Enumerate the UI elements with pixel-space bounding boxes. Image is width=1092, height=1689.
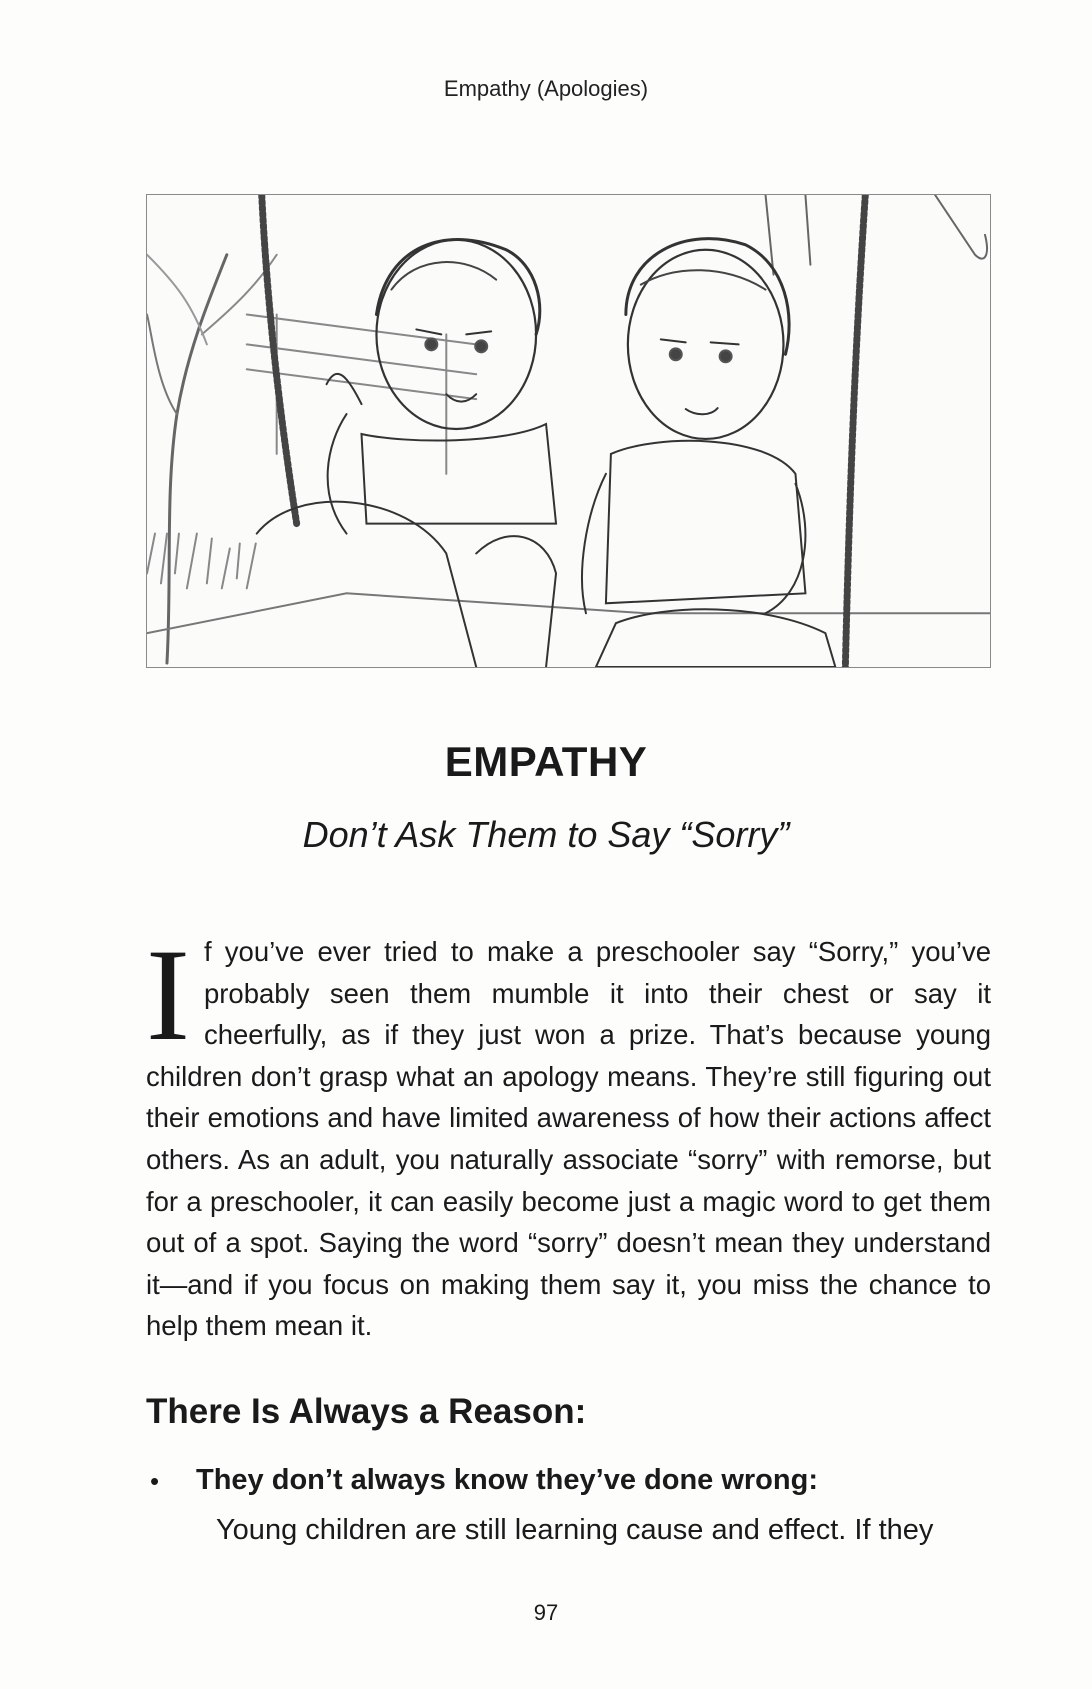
bullet-label: They don’t always know they’ve done wrong: xyxy=(196,1464,818,1496)
bullet-icon: • xyxy=(150,1466,160,1496)
section-heading: There Is Always a Reason: xyxy=(146,1392,587,1431)
running-head: Empathy (Apologies) xyxy=(443,76,649,101)
chapter-title: EMPATHY xyxy=(444,738,648,785)
drop-cap: I xyxy=(146,921,190,1068)
bullet-text: Young children are still learning cause and effect. If they xyxy=(216,1514,934,1546)
body-paragraph xyxy=(146,921,991,1347)
body-text: f you’ve ever tried to make a preschooler say “Sorry,” you’ve probably seen them mumble it into their chest or say it cheerfully, as if they just won a prize. That’s because young children don’t grasp what an apology means. They’re still figuring out their emotions and have limited awareness of how their actions affect others. As an adult, you naturally associate “sorry” with remorse, but for a preschooler, it can easily become just a magic word to get them out of a spot. Saying the word “sorry” doesn’t mean they understand it—and if you focus on making them say it, you miss the chance to help them mean it. xyxy=(146,936,991,1342)
page-number: 97 xyxy=(533,1600,559,1625)
chapter-subtitle: Don’t Ask Them to Say “Sorry” xyxy=(302,814,790,855)
children-on-swing-illustration xyxy=(146,194,991,668)
sketch-illustration-svg xyxy=(147,195,990,667)
